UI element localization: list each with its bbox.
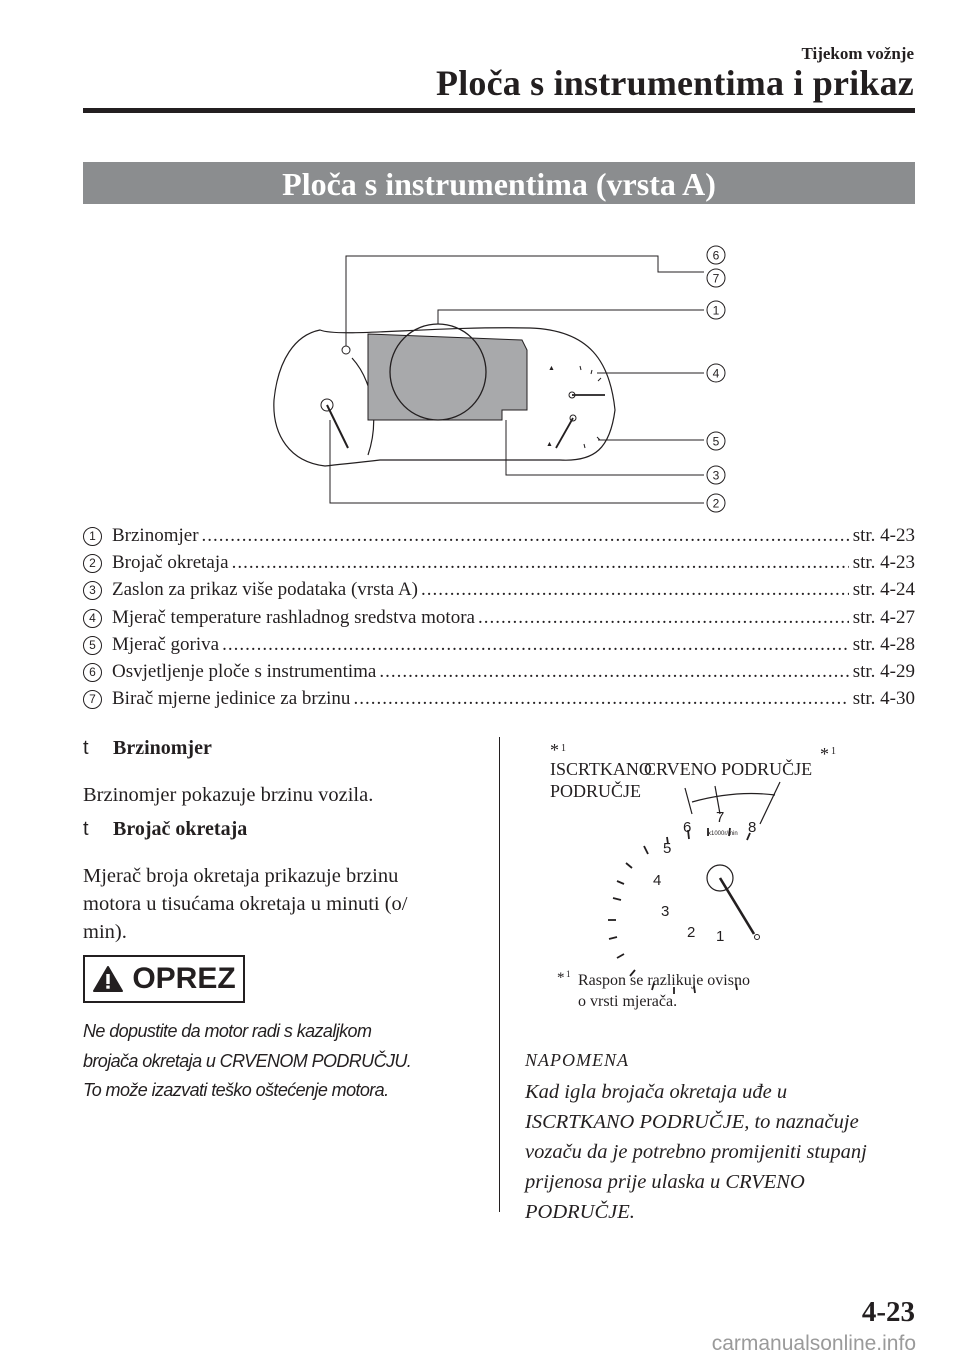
svg-text:5: 5 xyxy=(663,840,672,857)
page-number: 4-23 xyxy=(861,1296,915,1328)
caution-label: OPREZ xyxy=(132,962,236,995)
svg-text:3: 3 xyxy=(661,903,670,920)
text-line: motora u tisućama okretaja u minuti (o/ xyxy=(83,893,408,915)
note-heading: NAPOMENA xyxy=(525,1050,629,1070)
text-line: To može izazvati teško oštećenje motora. xyxy=(83,1080,389,1100)
text-line: brojača okretaja u CRVENOM PODRUČJU. xyxy=(83,1050,412,1071)
legend-name: Birač mjerne jedinice za brzinu xyxy=(112,688,351,710)
svg-text:6: 6 xyxy=(712,248,720,263)
legend-page: str. 4-29 xyxy=(852,660,915,682)
speedometer-heading-text: Brzinomjer xyxy=(113,737,212,759)
tach-ticks xyxy=(608,828,750,994)
leader-dots xyxy=(222,634,849,656)
legend-number: 6 xyxy=(83,663,102,682)
leader-dots xyxy=(232,552,849,574)
callout-1 xyxy=(707,301,725,319)
speedometer-heading xyxy=(83,737,212,760)
text-line: Kad igla brojača okretaja uđe u xyxy=(525,1081,788,1103)
svg-text:6: 6 xyxy=(683,819,692,836)
component-legend xyxy=(83,525,915,715)
legend-item xyxy=(83,661,915,688)
speedometer-needle xyxy=(321,399,348,448)
asterisk-footnote: * xyxy=(557,970,565,986)
caution-box xyxy=(83,955,245,1003)
text-line: prijenosa prije ulaska u CRVENO xyxy=(525,1171,805,1193)
svg-text:8: 8 xyxy=(748,819,757,836)
legend-page: str. 4-28 xyxy=(852,633,915,655)
note-text xyxy=(525,1077,925,1227)
callout-7 xyxy=(707,269,725,287)
callout-2 xyxy=(707,494,725,512)
svg-text:7: 7 xyxy=(712,271,720,286)
svg-text:1: 1 xyxy=(716,928,725,945)
leader-dots xyxy=(353,688,848,710)
text-line: Mjerač broja okretaja prikazuje brzinu xyxy=(83,865,399,887)
leader-dots xyxy=(421,579,849,601)
footnote-line1: Raspon se razlikuje ovisno xyxy=(578,972,750,989)
legend-page: str. 4-30 xyxy=(852,688,915,710)
leader-dots xyxy=(202,525,849,547)
column-divider xyxy=(499,737,500,1212)
dashed-area-label-line1: ISCRTKANO xyxy=(550,759,652,779)
svg-text:x1000r/min: x1000r/min xyxy=(708,831,738,837)
superscript-footnote: 1 xyxy=(566,969,571,979)
legend-name: Zaslon za prikaz više podataka (vrsta A) xyxy=(112,579,418,601)
legend-item xyxy=(83,607,915,634)
svg-text:5: 5 xyxy=(712,434,720,449)
legend-number: 1 xyxy=(83,527,102,546)
text-line: ISCRTKANO PODRUČJE, to naznačuje xyxy=(525,1111,859,1133)
callout-5 xyxy=(707,432,725,450)
text-line: Ne dopustite da motor radi s kazaljkom xyxy=(83,1021,372,1041)
legend-page: str. 4-27 xyxy=(852,606,915,628)
legend-name: Osvjetljenje ploče s instrumentima xyxy=(112,660,377,682)
section-bullet-icon: t xyxy=(83,737,89,759)
legend-number: 4 xyxy=(83,609,102,628)
legend-number: 2 xyxy=(83,554,102,573)
svg-text:▲: ▲ xyxy=(546,441,553,448)
callout-3 xyxy=(707,466,725,484)
asterisk-left: * xyxy=(550,740,559,760)
legend-number: 3 xyxy=(83,581,102,600)
watermark: carmanualsonline.info xyxy=(711,1332,916,1355)
legend-number: 5 xyxy=(83,636,102,655)
section-banner: Ploča s instrumentima (vrsta A) xyxy=(83,162,915,204)
svg-text:4: 4 xyxy=(712,366,720,381)
legend-page: str. 4-23 xyxy=(852,525,915,546)
speedometer-description: Brzinomjer pokazuje brzinu vozila. xyxy=(83,784,374,806)
tachometer-description xyxy=(83,862,463,946)
legend-page: str. 4-24 xyxy=(852,579,915,601)
asterisk-right: * xyxy=(820,744,829,764)
running-header-title: Ploča s instrumentima i prikaz xyxy=(436,63,914,103)
svg-text:7: 7 xyxy=(716,809,725,826)
right-gauges xyxy=(546,365,605,448)
dashed-area-label-line2: PODRUČJE xyxy=(550,781,642,801)
legend-item xyxy=(83,634,915,661)
illumination-sensor xyxy=(342,346,350,354)
text-line: min). xyxy=(83,921,127,943)
legend-item xyxy=(83,579,915,606)
tach-numbers xyxy=(653,809,756,945)
legend-name: Brzinomjer xyxy=(112,525,199,546)
header-rule xyxy=(83,108,915,113)
svg-text:▲: ▲ xyxy=(548,365,555,372)
footnote-line2: o vrsti mjerača. xyxy=(578,993,678,1010)
instrument-cluster-figure xyxy=(260,230,740,520)
red-area-label: CRVENO PODRUČJE xyxy=(644,759,813,779)
legend-number: 7 xyxy=(83,690,102,709)
text-line: PODRUČJE. xyxy=(525,1201,635,1223)
range-brackets xyxy=(685,782,780,824)
display-panel xyxy=(368,334,527,420)
svg-text:1: 1 xyxy=(712,303,720,318)
svg-text:4: 4 xyxy=(653,872,662,889)
svg-text:3: 3 xyxy=(712,468,720,483)
superscript-right: 1 xyxy=(831,746,836,757)
legend-item xyxy=(83,525,915,552)
leader-dots xyxy=(379,661,848,683)
caution-text xyxy=(83,1017,483,1106)
superscript-left: 1 xyxy=(561,743,566,754)
callout-4 xyxy=(707,364,725,382)
warning-triangle-icon xyxy=(92,965,124,993)
tachometer-heading xyxy=(83,818,247,841)
text-line: vozaču da je potrebno promijeniti stupanj xyxy=(525,1141,867,1163)
svg-text:2: 2 xyxy=(712,496,720,511)
tachometer-figure xyxy=(540,740,920,1030)
svg-text:2: 2 xyxy=(687,924,696,941)
leader-dots xyxy=(478,607,849,629)
tach-needle xyxy=(707,865,760,940)
legend-name: Mjerač temperature rashladnog sredstva motora xyxy=(112,606,475,628)
legend-item xyxy=(83,688,915,715)
section-bullet-icon: t xyxy=(83,818,89,840)
legend-item xyxy=(83,552,915,579)
callout-6 xyxy=(707,246,725,264)
legend-page: str. 4-23 xyxy=(852,552,915,574)
tachometer-heading-text: Brojač okretaja xyxy=(113,818,248,840)
legend-name: Mjerač goriva xyxy=(112,633,220,655)
running-header-section: Tijekom vožnje xyxy=(801,44,914,63)
legend-name: Brojač okretaja xyxy=(112,552,229,574)
